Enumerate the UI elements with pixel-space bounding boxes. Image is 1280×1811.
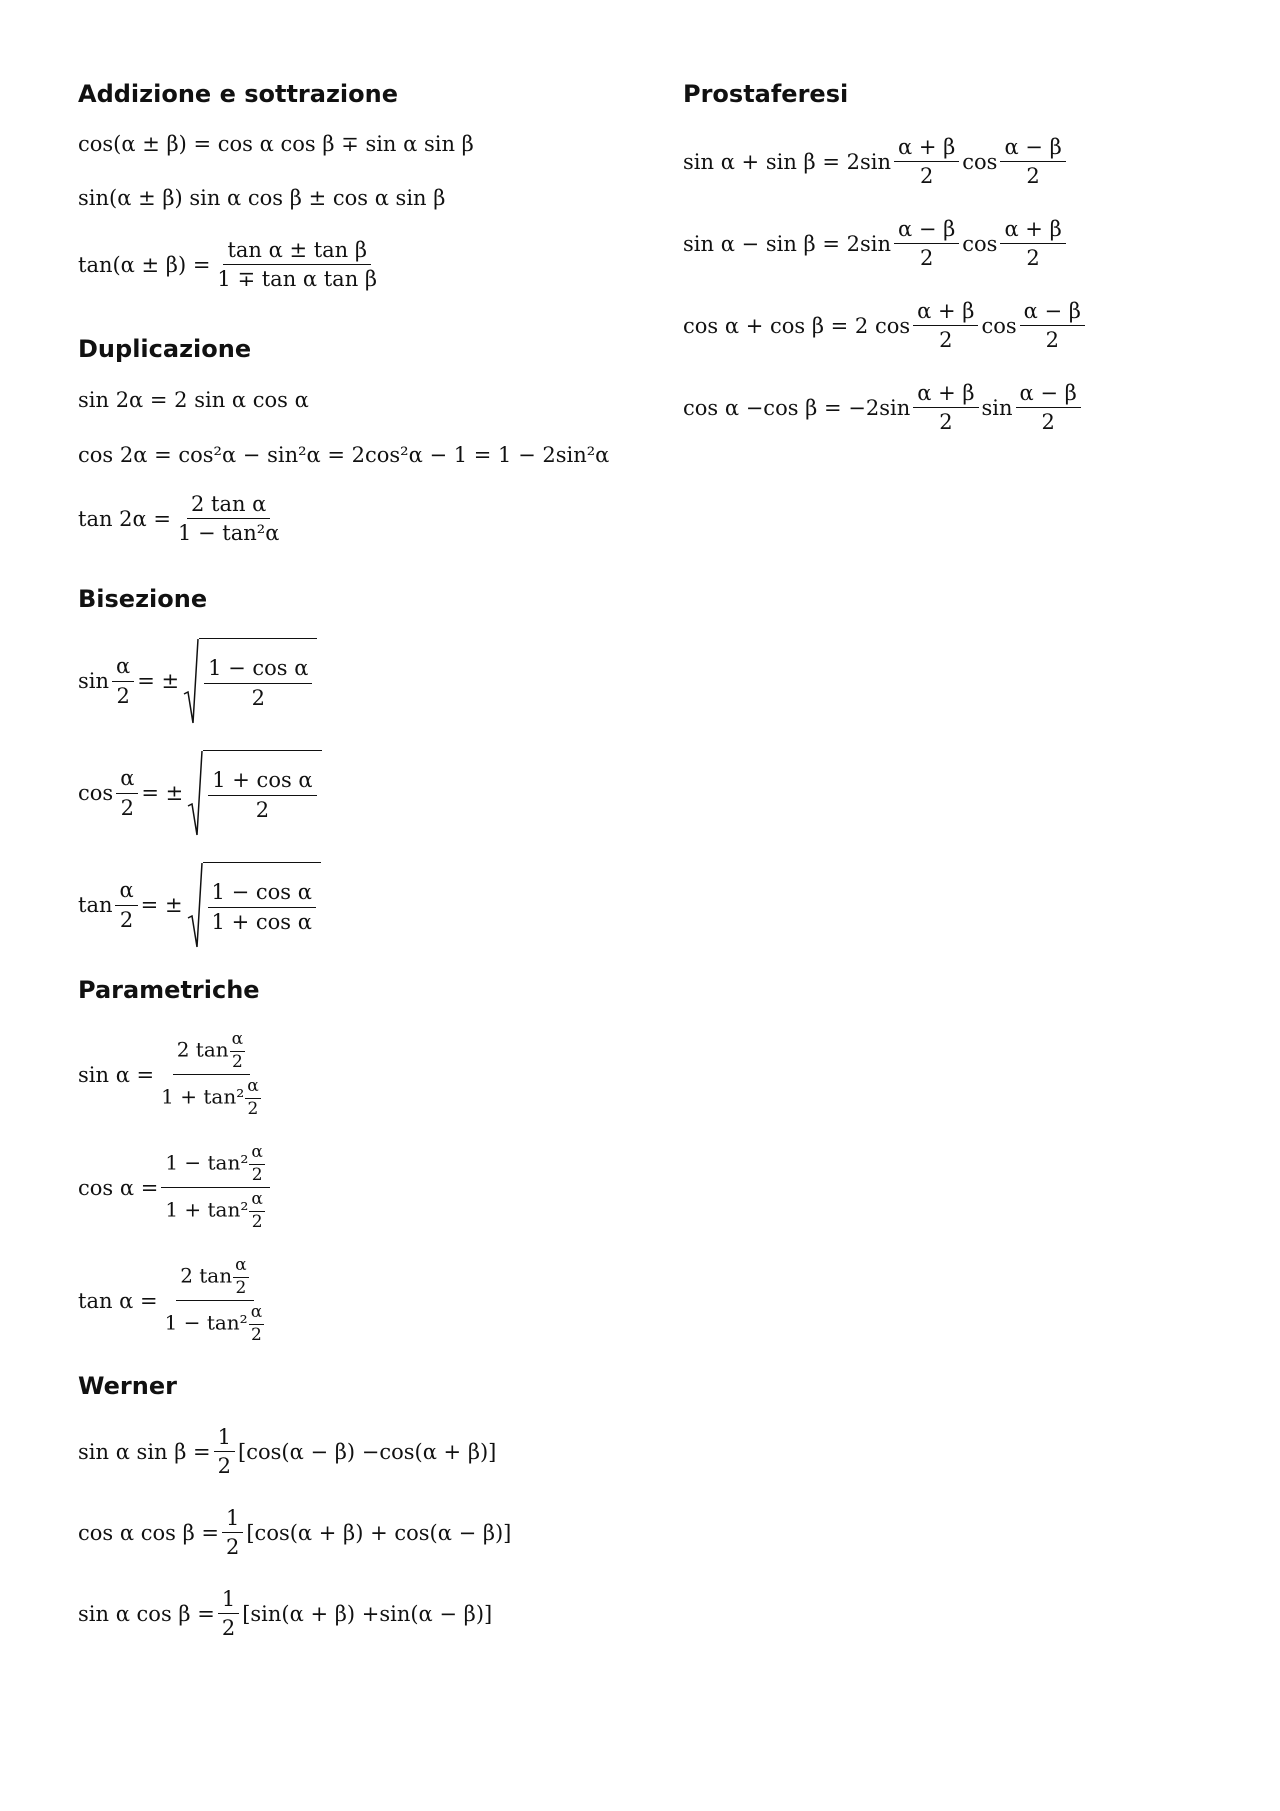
numerator-text: 1 − tan² xyxy=(165,1150,249,1175)
two: 2 xyxy=(251,1164,263,1185)
radicand xyxy=(203,862,321,948)
fraction xyxy=(208,880,316,933)
numerator: 1 xyxy=(214,1425,235,1452)
section-title-parametriche: Parametriche xyxy=(78,976,260,1004)
denominator: 1 − tan²α xyxy=(177,521,280,546)
fraction xyxy=(213,238,381,291)
one-half-fraction xyxy=(214,1425,235,1478)
numerator: tan α ± tan β xyxy=(223,238,371,265)
denominator: 2 xyxy=(119,907,134,932)
numerator xyxy=(173,1030,250,1075)
formula-bisezione-sin xyxy=(78,638,317,724)
half-angle-fraction xyxy=(249,1143,264,1185)
two: 2 xyxy=(251,1211,263,1232)
function-name: sin xyxy=(78,669,110,693)
radical-sign xyxy=(187,862,203,948)
formula-lhs: sin α sin β = xyxy=(78,1439,211,1464)
formula-werner-cos-cos xyxy=(78,1506,511,1559)
two: 2 xyxy=(231,1051,243,1072)
numerator: α − β xyxy=(1016,381,1081,408)
two: 2 xyxy=(235,1277,247,1298)
formula-prostaferesi-cos-plus xyxy=(683,299,1088,352)
fraction xyxy=(161,1256,270,1345)
middle-function: cos xyxy=(962,149,998,174)
radicand xyxy=(199,638,317,724)
one-half-fraction xyxy=(218,1587,239,1640)
formula-werner-sin-sin xyxy=(78,1425,496,1478)
formula-lhs: tan α = xyxy=(78,1288,158,1313)
formula-parametriche-tan xyxy=(78,1256,272,1345)
section-title-prostaferesi: Prostaferesi xyxy=(683,80,849,108)
half-angle-fraction xyxy=(249,1190,264,1232)
numerator: α + β xyxy=(1000,217,1065,244)
numerator: 1 xyxy=(222,1506,243,1533)
fraction xyxy=(161,1143,270,1232)
denominator: 2 xyxy=(1026,246,1040,271)
denominator: 2 xyxy=(939,328,953,353)
fraction xyxy=(894,135,959,188)
formula-lhs: cos α −cos β = −2sin xyxy=(683,395,911,420)
radical-sign xyxy=(183,638,199,724)
fraction xyxy=(208,768,316,821)
formula-rhs: [cos(α − β) −cos(α + β)] xyxy=(238,1439,497,1464)
half-angle-fraction xyxy=(230,1030,245,1072)
square-root xyxy=(187,862,321,948)
formula-parametriche-sin xyxy=(78,1030,269,1119)
alpha: α xyxy=(249,1303,264,1325)
fraction xyxy=(913,299,978,352)
equals-plus-minus: = ± xyxy=(140,893,183,917)
numerator: α + β xyxy=(894,135,959,162)
middle-function: cos xyxy=(962,231,998,256)
two: 2 xyxy=(247,1098,259,1119)
half-angle-fraction xyxy=(116,766,138,819)
numerator: α − β xyxy=(1020,299,1085,326)
formula-addizione-tan xyxy=(78,238,384,291)
denominator xyxy=(157,1075,266,1119)
formula-lhs: cos α cos β = xyxy=(78,1520,219,1545)
fraction xyxy=(204,656,312,709)
denominator xyxy=(161,1188,270,1232)
numerator: α − β xyxy=(894,217,959,244)
formula-addizione-cos: cos(α ± β) = cos α cos β ∓ sin α sin β xyxy=(78,132,474,156)
denominator: 1 ∓ tan α tan β xyxy=(217,267,378,292)
denominator: 2 xyxy=(939,410,953,435)
numerator: α + β xyxy=(913,381,978,408)
half-angle-fraction xyxy=(249,1303,264,1345)
middle-function: sin xyxy=(981,395,1013,420)
denominator-text: 1 − tan² xyxy=(164,1310,248,1335)
numerator-text: 2 tan xyxy=(176,1037,229,1062)
alpha: α xyxy=(233,1256,248,1278)
numerator: 1 + cos α xyxy=(208,768,316,795)
formula-rhs: [sin(α + β) +sin(α − β)] xyxy=(242,1601,493,1626)
numerator xyxy=(161,1143,270,1188)
numerator-text: 2 tan xyxy=(180,1263,233,1288)
formula-rhs: [cos(α + β) + cos(α − β)] xyxy=(246,1520,512,1545)
formula-bisezione-tan xyxy=(78,862,321,948)
alpha: α xyxy=(249,1190,264,1212)
formula-prostaferesi-sin-plus xyxy=(683,135,1069,188)
denominator-text: 1 + tan² xyxy=(161,1084,245,1109)
formula-lhs: tan(α ± β) = xyxy=(78,252,211,277)
fraction xyxy=(157,1030,266,1119)
numerator: 1 xyxy=(218,1587,239,1614)
fraction xyxy=(894,217,959,270)
denominator: 2 xyxy=(221,1616,236,1641)
half-angle-fraction xyxy=(115,878,137,931)
formula-duplicazione-tan xyxy=(78,492,286,545)
denominator: 2 xyxy=(1041,410,1055,435)
formula-lhs: sin α − sin β = 2sin xyxy=(683,231,891,256)
section-title-werner: Werner xyxy=(78,1372,177,1400)
formula-lhs: sin α cos β = xyxy=(78,1601,215,1626)
denominator: 1 + cos α xyxy=(211,909,312,934)
denominator: 2 xyxy=(116,683,130,708)
formula-werner-sin-cos xyxy=(78,1587,492,1640)
section-title-bisezione: Bisezione xyxy=(78,585,208,613)
denominator: 2 xyxy=(251,685,265,710)
fraction xyxy=(1020,299,1085,352)
fraction xyxy=(1016,381,1081,434)
formula-parametriche-cos xyxy=(78,1143,273,1232)
numerator: α xyxy=(115,878,137,905)
fraction xyxy=(1000,217,1065,270)
radical-sign xyxy=(187,750,203,836)
numerator: α − β xyxy=(1000,135,1065,162)
denominator: 2 xyxy=(1045,328,1059,353)
formula-duplicazione-cos: cos 2α = cos²α − sin²α = 2cos²α − 1 = 1 − 2sin²α xyxy=(78,443,610,467)
numerator: 1 − cos α xyxy=(208,880,316,907)
denominator: 2 xyxy=(1026,164,1040,189)
formula-prostaferesi-sin-minus xyxy=(683,217,1069,270)
numerator xyxy=(176,1256,253,1301)
denominator: 2 xyxy=(120,795,134,820)
denominator: 2 xyxy=(919,246,934,271)
formula-prostaferesi-cos-minus xyxy=(683,381,1084,434)
alpha: α xyxy=(245,1077,260,1099)
formula-lhs: sin α = xyxy=(78,1062,155,1087)
formula-duplicazione-sin: sin 2α = 2 sin α cos α xyxy=(78,388,309,412)
function-name: tan xyxy=(78,893,113,917)
fraction xyxy=(913,381,978,434)
formula-addizione-sin: sin(α ± β) sin α cos β ± cos α sin β xyxy=(78,186,446,210)
formula-lhs: sin α + sin β = 2sin xyxy=(683,149,891,174)
denominator: 2 xyxy=(225,1535,240,1560)
numerator: 2 tan α xyxy=(187,492,270,519)
fraction xyxy=(174,492,283,545)
equals-plus-minus: = ± xyxy=(137,669,180,693)
equals-plus-minus: = ± xyxy=(141,781,184,805)
denominator: 2 xyxy=(919,164,934,189)
numerator: α + β xyxy=(913,299,978,326)
half-angle-fraction xyxy=(233,1256,248,1298)
fraction xyxy=(1000,135,1065,188)
two: 2 xyxy=(251,1324,262,1345)
one-half-fraction xyxy=(222,1506,243,1559)
formula-lhs: cos α + cos β = 2 cos xyxy=(683,313,911,338)
denominator: 2 xyxy=(255,797,270,822)
numerator: α xyxy=(112,654,134,681)
numerator: α xyxy=(116,766,138,793)
alpha: α xyxy=(249,1143,264,1165)
denominator xyxy=(161,1301,270,1345)
middle-function: cos xyxy=(981,313,1017,338)
denominator-text: 1 + tan² xyxy=(165,1197,249,1222)
alpha: α xyxy=(230,1030,245,1052)
half-angle-fraction xyxy=(112,654,134,707)
radicand xyxy=(203,750,321,836)
square-root xyxy=(187,750,321,836)
formula-lhs: cos α = xyxy=(78,1175,159,1200)
function-name: cos xyxy=(78,781,114,805)
numerator: 1 − cos α xyxy=(204,656,312,683)
section-title-addizione: Addizione e sottrazione xyxy=(78,80,398,108)
formula-bisezione-cos xyxy=(78,750,322,836)
half-angle-fraction xyxy=(245,1077,260,1119)
square-root xyxy=(183,638,317,724)
formula-lhs: tan 2α = xyxy=(78,506,171,531)
section-title-duplicazione: Duplicazione xyxy=(78,335,252,363)
denominator: 2 xyxy=(217,1454,232,1479)
